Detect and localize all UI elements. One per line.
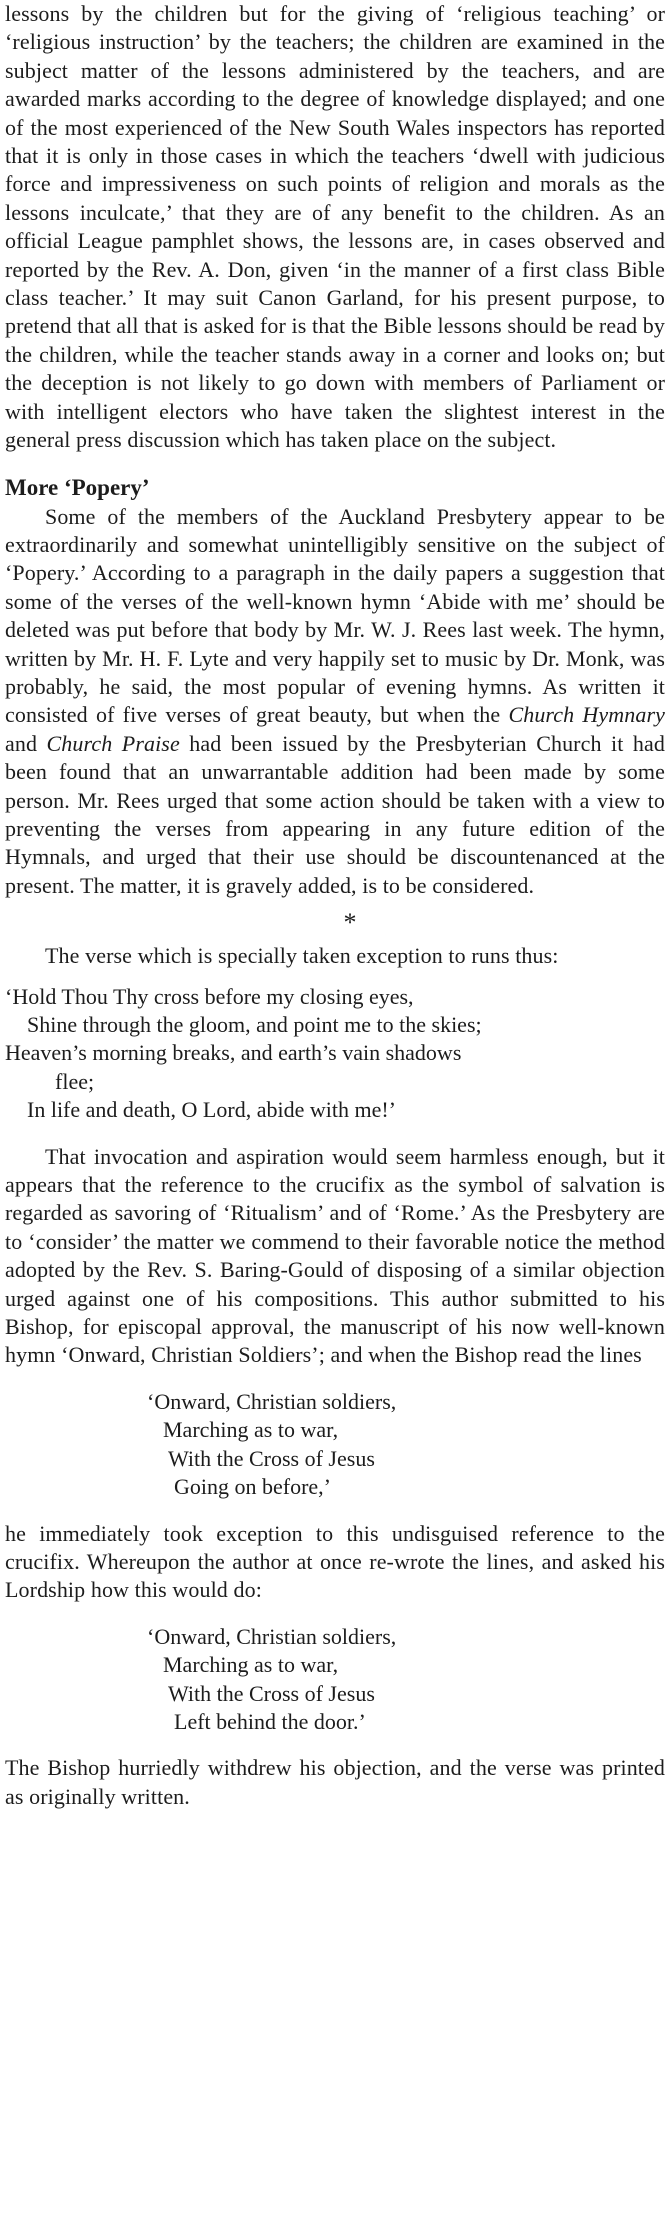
article-column <box>5 0 665 1811</box>
paragraph-invocation: That invocation and aspiration would seem harmless enough, but it appears that the reference to the crucifix as the symbol of salvation is regarded as savoring of ‘Ritualism’ and of ‘Rome.’ As the Presbytery are to ‘consider’ the matter we commend to their favorable notice the method adopted by the Rev. S. Baring-Gould of disposing of a similar objection urged against one of his compositions. This author submitted to his Bishop, for episcopal approval, the manuscript of his now well-known hymn ‘Onward, Christian Soldiers’; and when the Bishop read the lines <box>5 1143 665 1368</box>
verse-line: ‘Hold Thou Thy cross before my closing eyes, <box>5 983 414 1009</box>
paragraph-closing: The Bishop hurriedly withdrew his objection, and the verse was printed as originally written. <box>5 1755 665 1809</box>
spacer <box>5 1370 665 1388</box>
quoted-verse-onward-original <box>5 1388 665 1502</box>
verse-line: Shine through the gloom, and point me to the skies; <box>27 1012 482 1037</box>
verse-line: With the Cross of Jesus <box>168 1680 375 1706</box>
paragraph-text: Some of the members of the Auckland Presbytery appear to be extraordinarily and somewhat unintelligibly sensitive on the subject of ‘Popery.’ According to a paragraph in the daily papers a suggestion that some of the verses of the well-known hymn ‘Abide with me’ should be deleted was put before that body by Mr. W. J. Rees last week. The hymn, written by Mr. H. F. Lyte and very happily set to music by Dr. Monk, was probably, he said, the most popular of evening hymns. As written it consisted of five verses of great beauty, but when the <box>5 503 665 728</box>
quoted-verse-abide-with-me <box>5 983 665 1125</box>
italic-title-church-hymnary: Church Hymnary <box>508 702 665 728</box>
spacer <box>5 1605 665 1623</box>
italic-title-church-praise: Church Praise <box>46 730 180 756</box>
section-heading: More ‘Popery’ <box>5 474 150 500</box>
verse-line: With the Cross of Jesus <box>168 1445 375 1471</box>
paragraph-opening: lessons by the children but for the giving of ‘religious teaching’ or ‘religious instruction’ by the teachers; the children are examined in the subject matter of the lessons administered by the teachers, and are awarded marks according to the degree of knowledge displayed; and one of the most experienced of the New South Wales inspectors has reported that it is only in those cases in which the teachers ‘dwell with judicious force and impressiveness on such points of religion and morals as the lessons inculcate,’ that they are of any benefit to the children. As an official League pamphlet shows, the lessons are, in cases observed and reported by the Rev. A. Don, given ‘in the manner of a first class Bible class teacher.’ It may suit Canon Garland, for his present purpose, to pretend that all that is asked for is that the Bible lessons should be read by the children, while the teacher stands away in a corner and looks on; but the deception is not likely to go down with members of Parliament or with intelligent electors who have taken the slightest interest in the general press discussion which has taken place on the subject. <box>5 1 665 453</box>
verse-line: Heaven’s morning breaks, and earth’s vain shadows <box>5 1040 462 1066</box>
paragraph-text: had been issued by the Presbyterian Church it had been found that an unwarrantable addition had been made by some person. Mr. Rees urged that some action should be taken with a view to preventing the verses from appearing in any future edition of the Hymnals, and urged that their use should be discountenanced at the present. The matter, it is gravely added, is to be considered. <box>5 730 665 898</box>
spacer <box>5 1736 665 1754</box>
verse-line: Going on before,’ <box>174 1474 332 1500</box>
verse-line: flee; <box>55 1068 95 1094</box>
spacer <box>5 455 665 473</box>
verse-line: Marching as to war, <box>163 1417 339 1443</box>
paragraph-bishop-objection: he immediately took exception to this undisguised reference to the crucifix. Whereupon the author at once re-wrote the lines, and asked his Lordship how this would do: <box>5 1520 665 1603</box>
paragraph-verse-intro: The verse which is specially taken exception to runs thus: <box>45 943 559 969</box>
section-separator: * <box>343 908 357 938</box>
paragraph-text: and <box>5 730 47 756</box>
spacer <box>5 971 665 983</box>
verse-line: Marching as to war, <box>163 1652 339 1678</box>
verse-line: In life and death, O Lord, abide with me!’ <box>27 1097 396 1123</box>
verse-line: ‘Onward, Christian soldiers, <box>147 1623 397 1649</box>
quoted-verse-onward-rewritten <box>5 1623 665 1737</box>
paragraph-presbytery <box>5 503 665 901</box>
spacer <box>5 1502 665 1520</box>
verse-line: ‘Onward, Christian soldiers, <box>147 1388 397 1414</box>
spacer <box>5 1125 665 1143</box>
verse-line: Left behind the door.’ <box>174 1708 366 1734</box>
